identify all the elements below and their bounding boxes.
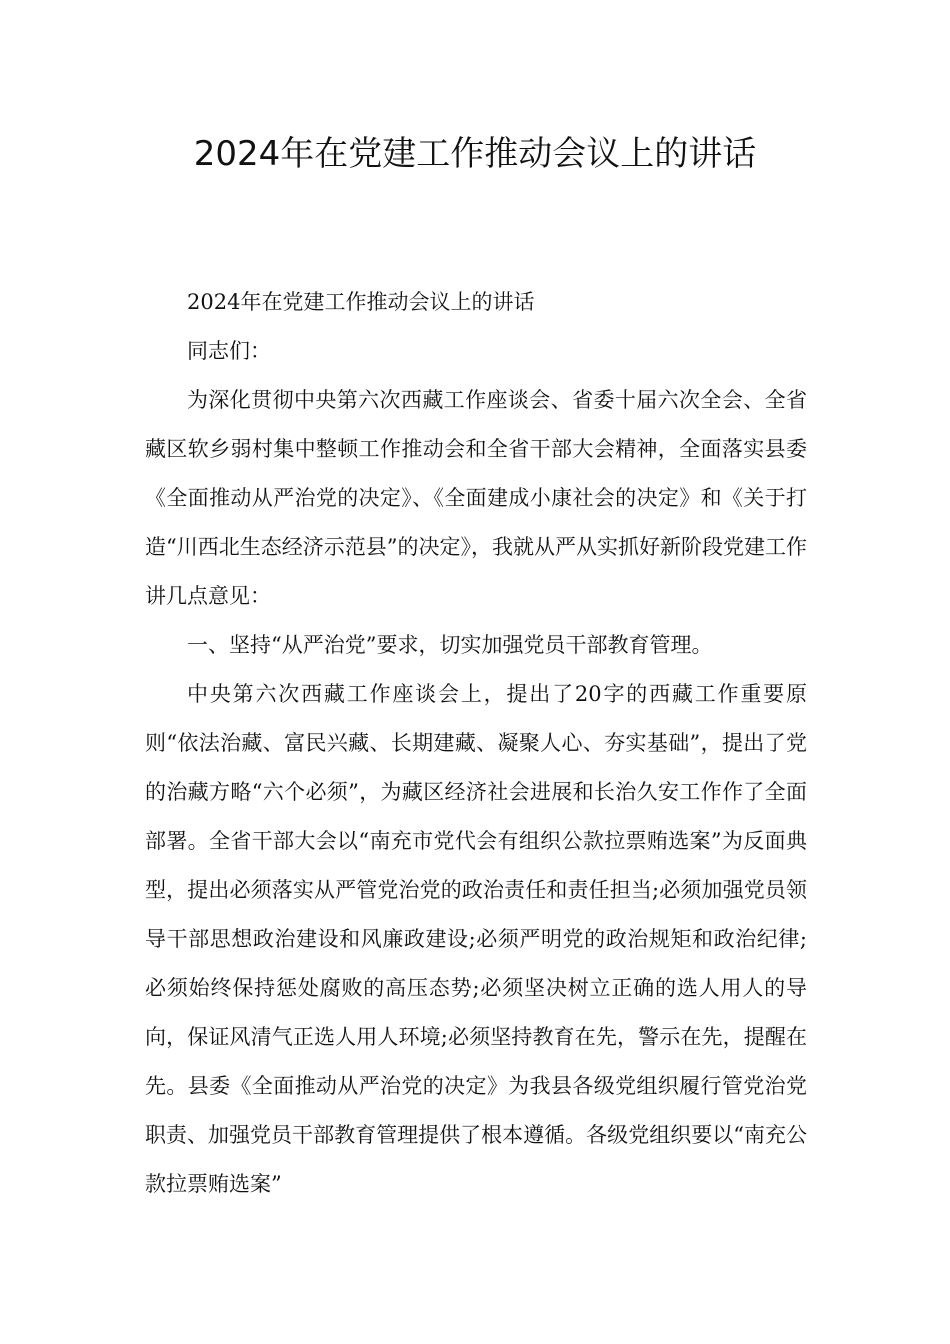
paragraph-body-one: 中央第六次西藏工作座谈会上，提出了20字的西藏工作重要原则“依法治藏、富民兴藏、长期建藏、凝聚人心、夯实基础”，提出了党的治藏方略“六个必须”，为藏区经济社会进展和长治久安工作作了全面部署。全省干部大会以“南充市党代会有组织公款拉票贿选案”为反面典型，提出必须落实从严管党治党的政治责任和责任担当;必须加强党员领导干部思想政治建设和风廉政建设;必须严明党的政治规矩和政治纪律;必须始终保持惩处腐败的高压态势;必须坚决树立正确的选人用人的导向，保证风清气正选人用人环境;必须坚持教育在先，警示在先，提醒在先。县委《全面推动从严治党的决定》为我县各级党组织履行管党治党职责、加强党员干部教育管理提供了根本遵循。各级党组织要以“南充公款拉票贿选案” <box>145 682 807 1196</box>
paragraph-intro: 为深化贯彻中央第六次西藏工作座谈会、省委十届六次全会、全省藏区软乡弱村集中整顿工作推动会和全省干部大会精神，全面落实县委《全面推动从严治党的决定》、《全面建成小康社会的决定》和《关于打造“川西北生态经济示范县”的决定》，我就从严从实抓好新阶段党建工作讲几点意见： <box>145 388 807 608</box>
document-title: 2024年在党建工作推动会议上的讲话 <box>193 134 757 174</box>
paragraph-heading-one: 一、坚持“从严治党”要求，切实加强党员干部教育管理。 <box>187 633 713 657</box>
document-body <box>145 278 807 1209</box>
paragraph-salutation: 同志们： <box>187 339 271 363</box>
paragraph-subtitle: 2024年在党建工作推动会议上的讲话 <box>187 290 535 314</box>
